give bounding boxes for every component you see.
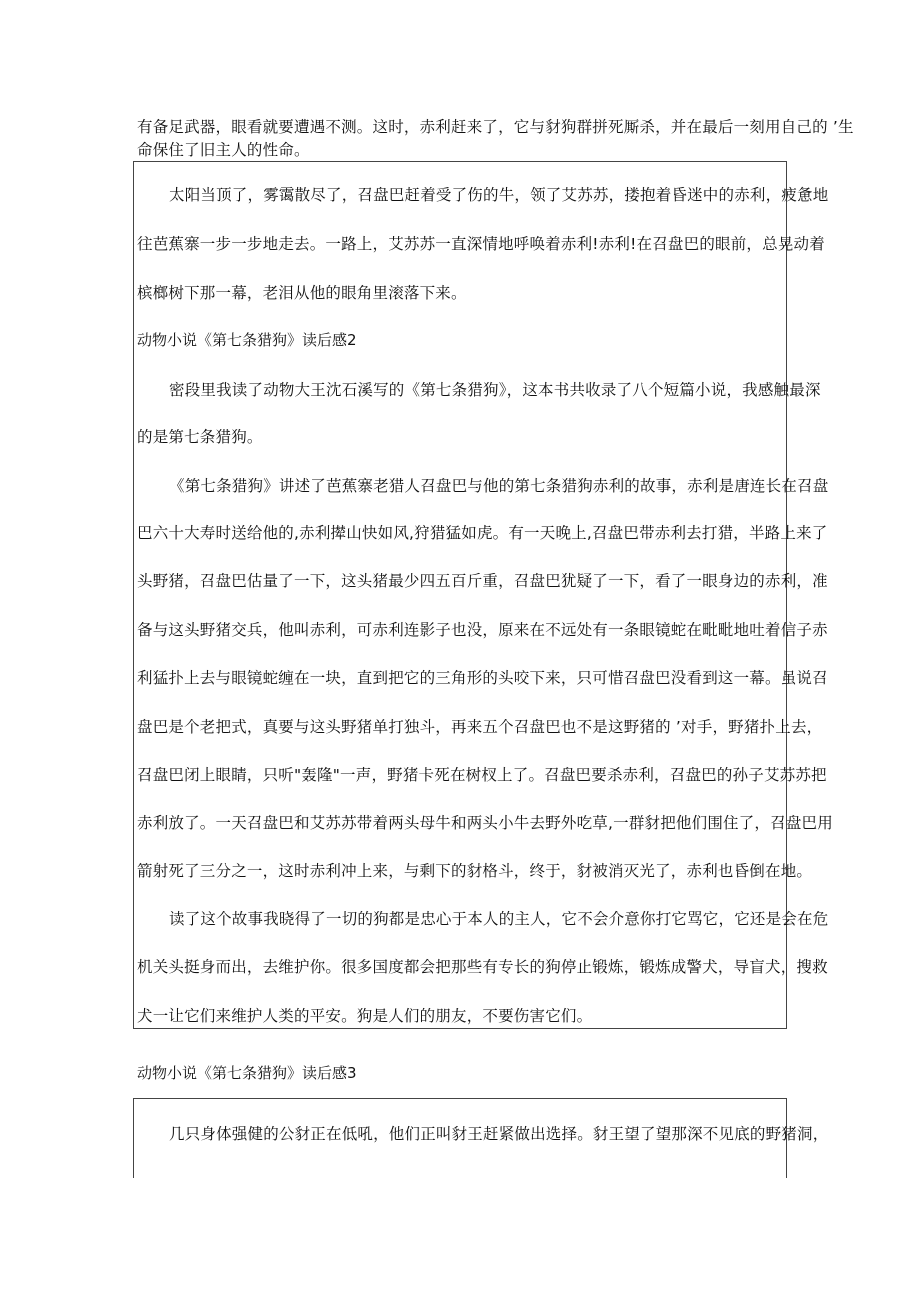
text-line: 机关头挺身而出，去维护你。很多国度都会把那些有专长的狗停止锻炼，锻炼成警犬，导盲犬，搜救 (137, 958, 828, 976)
text-line: 太阳当顶了，雾霭散尽了，召盘巴赶着受了伤的牛，领了艾苏苏，搂抱着昏迷中的赤利，疲惫地 (169, 186, 829, 204)
section-heading: 动物小说《第七条猎狗》读后感2 (137, 331, 357, 349)
text-line: 密段里我读了动物大王沈石溪写的《第七条猎狗》，这本书共收录了八个短篇小说，我感触最深 (169, 381, 821, 399)
text-line: 赤利放了。一天召盘巴和艾苏苏带着两头母牛和两头小牛去野外吃草,一群豺把他们围住了，召盘巴用 (137, 814, 833, 832)
text-line: 召盘巴闭上眼睛，只听"轰隆"一声，野猪卡死在树杈上了。召盘巴要杀赤利，召盘巴的孙子艾苏苏把 (137, 766, 827, 784)
text-line: 犬一让它们来维护人类的平安。狗是人们的朋友，不要伤害它们。 (137, 1007, 593, 1025)
text-line: 的是第七条猎狗。 (137, 428, 263, 446)
text-line: 巴六十大寿时送给他的,赤利撵山快如风,狩猎猛如虎。有一天晚上,召盘巴带赤利去打猎，半路上来了 (137, 524, 828, 542)
text-line: 命保住了旧主人的性命。 (137, 141, 310, 159)
text-line: 《第七条猎狗》讲述了芭蕉寨老猎人召盘巴与他的第七条猎狗赤利的故事，赤利是唐连长在召盘 (169, 477, 829, 495)
text-line: 几只身体强健的公豺正在低吼，他们正叫豺王赶紧做出选择。豺王望了望那深不见底的野猪洞， (169, 1125, 829, 1143)
text-line: 盘巴是个老把式，真要与这头野猪单打独斗，再来五个召盘巴也不是这野猪的 ’对手，野猪扑上去， (137, 718, 823, 736)
text-line: 头野猪，召盘巴估量了一下，这头猪最少四五百斤重，召盘巴犹疑了一下，看了一眼身边的赤利，准 (137, 572, 828, 590)
text-line: 槟榔树下那一幕，老泪从他的眼角里滚落下来。 (137, 284, 467, 302)
text-line: 箭射死了三分之一，这时赤利冲上来，与剩下的豺格斗，终于，豺被消灭光了，赤利也昏倒在地。 (137, 862, 813, 880)
text-line: 有备足武器，眼看就要遭遇不测。这时，赤利赶来了，它与豺狗群拼死厮杀，并在最后一刻用自己的 ’生 (137, 118, 854, 136)
text-line: 读了这个故事我晓得了一切的狗都是忠心于本人的主人，它不会介意你打它骂它，它还是会在危 (169, 910, 829, 928)
text-line: 往芭蕉寨一步一步地走去。一路上，艾苏苏一直深情地呼唤着赤利!赤利!在召盘巴的眼前，总晃动着 (137, 235, 825, 253)
text-line: 利猛扑上去与眼镜蛇缠在一块，直到把它的三角形的头咬下来，只可惜召盘巴没看到这一幕。虽说召 (137, 669, 828, 687)
text-line: 备与这头野猪交兵，他叫赤利，可赤利连影子也没，原来在不远处有一条眼镜蛇在毗毗地吐着信子赤 (137, 621, 828, 639)
section-heading: 动物小说《第七条猎狗》读后感3 (137, 1064, 357, 1082)
